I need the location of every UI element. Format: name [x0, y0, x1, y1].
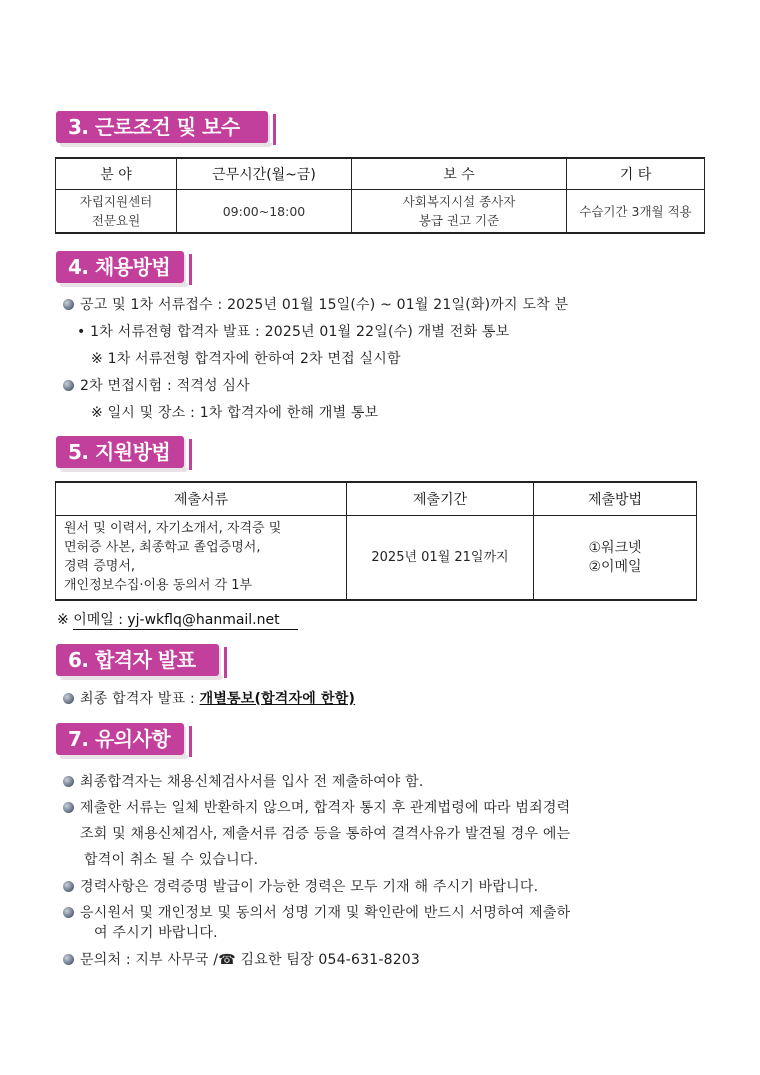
- list-item-continued: 합격이 취소 될 수 있습니다.: [84, 852, 259, 868]
- list-item: 2차 면접시험 : 적격성 심사: [63, 375, 250, 395]
- note-item: ※ 1차 서류전형 합격자에 한하여 2차 면접 실시함: [91, 351, 401, 367]
- email-line: ※ 이메일 : yj-wkflq@hanmail.net: [57, 609, 298, 630]
- cell-method: ①워크넷 ②이메일: [534, 516, 697, 601]
- bullet-icon: [63, 776, 74, 787]
- col-header-etc: 기 타: [567, 158, 705, 190]
- col-header-hours: 근무시간(월~금): [177, 158, 352, 190]
- cell-period: 2025년 01월 21일까지: [347, 516, 534, 601]
- list-item: 경력사항은 경력증명 발급이 가능한 경력은 모두 기재 해 주시기 바랍니다.: [63, 876, 538, 896]
- list-item: 최종합격자는 채용신체검사서를 입사 전 제출하여야 함.: [63, 771, 424, 791]
- list-item: • 1차 서류전형 합격자 발표 : 2025년 01월 22일(수) 개별 전화 통보: [77, 324, 510, 340]
- col-header-docs: 제출서류: [56, 482, 347, 516]
- bullet-icon: [63, 802, 74, 813]
- section-6-title: 6. 합격자 발표: [68, 648, 196, 672]
- list-item: [63, 949, 420, 969]
- note-item: ※ 일시 및 장소 : 1차 합격자에 한해 개별 통보: [91, 405, 379, 421]
- col-header-method: 제출방법: [534, 482, 697, 516]
- list-item: 응시원서 및 개인정보 및 동의서 성명 기재 및 확인란에 반드시 서명하여 제출하: [63, 902, 570, 922]
- bullet-icon: [63, 693, 74, 704]
- bullet-icon: [63, 881, 74, 892]
- cell-etc: 수습기간 3개월 적용: [567, 190, 705, 234]
- cell-docs: 원서 및 이력서, 자기소개서, 자격증 및 면허증 사본, 최종학교 졸업증명서, 경력 증명서, 개인정보수집·이용 동의서 각 1부: [56, 516, 347, 601]
- cell-hours: 09:00~18:00: [177, 190, 352, 234]
- bullet-icon: [63, 954, 74, 965]
- bullet-icon: [63, 907, 74, 918]
- section-7-heading: [56, 723, 182, 755]
- section-3-title: 3. 근로조건 및 보수: [68, 115, 240, 139]
- cell-pay: 사회복지시설 종사자 봉급 권고 기준: [352, 190, 567, 234]
- work-conditions-table: [55, 157, 705, 234]
- section-5-heading: [56, 436, 182, 468]
- col-header-period: 제출기간: [347, 482, 534, 516]
- section-4-title: 4. 채용방법: [68, 255, 171, 279]
- list-item-continued: 조회 및 채용신체검사, 제출서류 검증 등을 통하여 결격사유가 발견될 경우 에는: [80, 826, 571, 842]
- col-header-field: 분 야: [56, 158, 177, 190]
- section-5-title: 5. 지원방법: [68, 440, 171, 464]
- bullet-icon: [63, 380, 74, 391]
- section-7-title: 7. 유의사항: [68, 727, 171, 751]
- table-row: [56, 516, 697, 601]
- bullet-icon: [63, 299, 74, 310]
- list-item: 공고 및 1차 서류접수 : 2025년 01월 15일(수) ~ 01월 21일(화)까지 도착 분: [63, 294, 568, 314]
- list-item: 제출한 서류는 일체 반환하지 않으며, 합격자 통지 후 관계법령에 따라 범죄경력: [63, 797, 570, 817]
- cell-field: 자립지원센터 전문요원: [56, 190, 177, 234]
- contact-info: 문의처 : 지부 사무국 /☎ 김요한 팀장 054-631-8203: [80, 952, 421, 968]
- list-item: 최종 합격자 발표 : 개별통보(합격자에 한함): [63, 688, 355, 708]
- section-4-heading: [56, 251, 182, 283]
- col-header-pay: 보 수: [352, 158, 567, 190]
- section-3-heading: [56, 111, 252, 143]
- announcement-method: 개별통보(합격자에 한함): [199, 691, 356, 707]
- application-table: [55, 481, 697, 601]
- list-item-continued: 여 주시기 바랍니다.: [94, 925, 218, 941]
- email-address: 이메일 : yj-wkflq@hanmail.net: [73, 609, 297, 630]
- section-6-heading: [56, 644, 208, 676]
- table-row: [56, 190, 705, 234]
